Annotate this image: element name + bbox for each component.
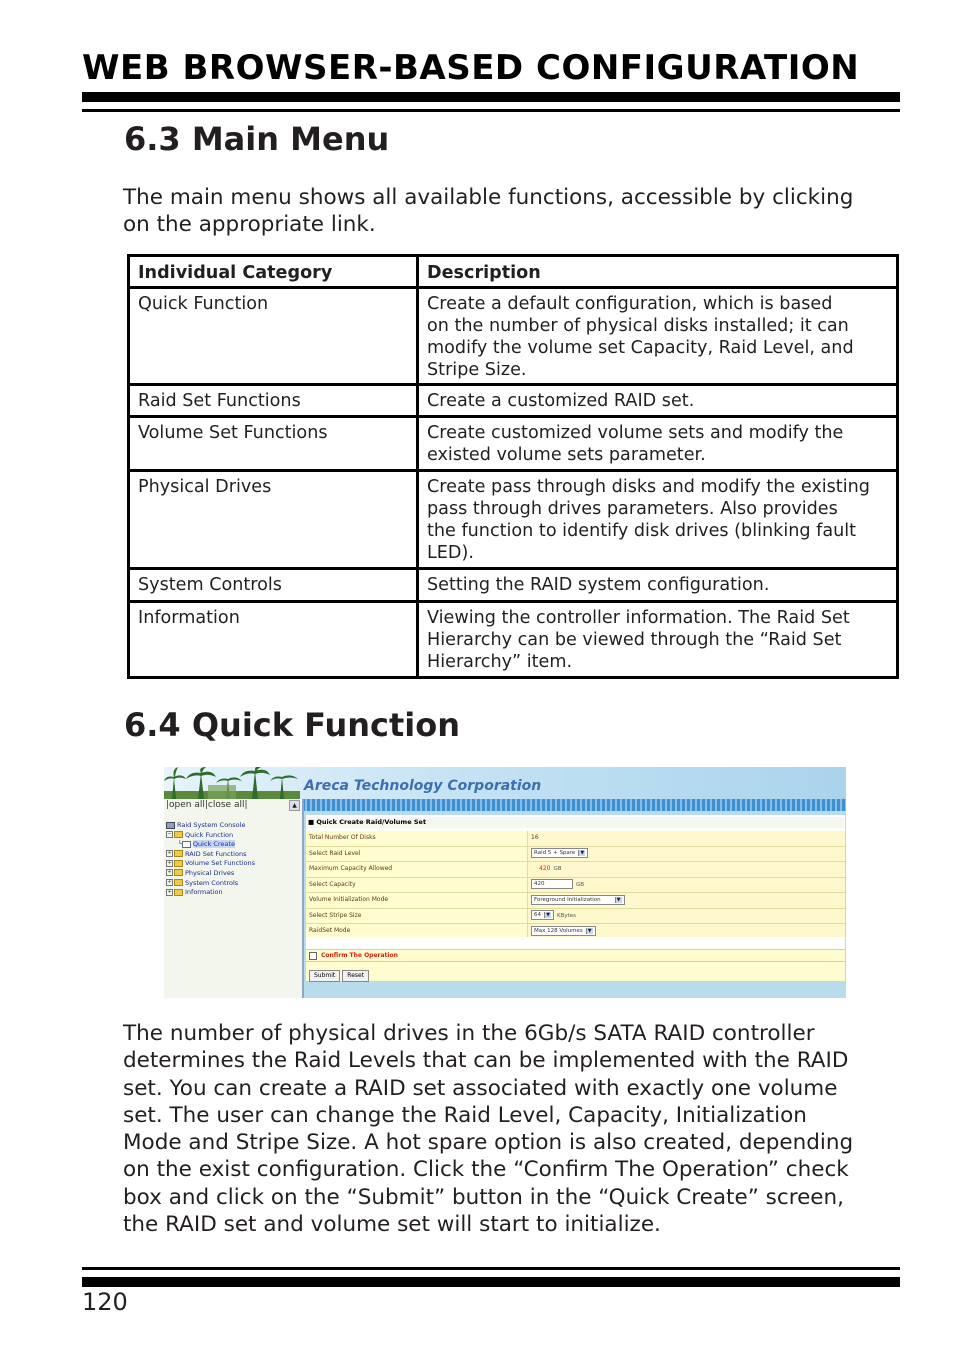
confirm-panel (306, 937, 845, 981)
select-value: 64 (534, 912, 541, 918)
form-row (306, 878, 845, 894)
init-mode-select[interactable] (531, 895, 625, 905)
body-line: set. The user can change the Raid Level, Capacity, Initialization (123, 1102, 807, 1128)
tree-label: RAID Set Functions (185, 849, 247, 858)
category-cell: Quick Function (129, 288, 418, 385)
body-line: box and click on the “Submit” button in the “Quick Create” screen, (123, 1184, 844, 1210)
description-line: pass through drives parameters. Also provides (427, 499, 838, 519)
tree-label: System Controls (185, 878, 239, 887)
tree-item-volume-set-functions[interactable] (166, 859, 255, 869)
expand-icon[interactable]: + (167, 869, 172, 876)
chevron-down-icon[interactable]: ▼ (544, 912, 551, 918)
button-row (306, 961, 845, 979)
description-cell (418, 288, 898, 385)
spacer (306, 937, 845, 949)
tree-branch-icon: └ (178, 840, 182, 849)
confirm-checkbox[interactable] (309, 952, 317, 960)
description-line: Viewing the controller information. The Raid Set (427, 608, 850, 628)
category-cell: System Controls (129, 569, 418, 602)
folder-icon (174, 889, 183, 896)
field-label: Select Capacity (306, 878, 528, 893)
description-line: Hierarchy” item. (427, 652, 573, 672)
tree-item-information[interactable] (166, 888, 255, 898)
panel-title: ■ Quick Create Raid/Volume Set (308, 817, 844, 828)
section-title-main-menu: 6.3 Main Menu (124, 120, 390, 158)
expand-icon[interactable]: + (167, 888, 172, 895)
table-header-row (129, 256, 898, 288)
tree-root[interactable] (166, 821, 255, 831)
init-mode-cell (528, 893, 845, 908)
description-cell (418, 471, 898, 569)
description-line: modify the volume set Capacity, Raid Level, and (427, 338, 854, 358)
folder-icon (174, 860, 183, 867)
unit-label: KBytes (557, 912, 577, 919)
description-cell (418, 385, 898, 417)
max-capacity-cell (528, 862, 845, 877)
folder-open-icon (174, 831, 183, 838)
main-menu-intro (123, 184, 853, 239)
folder-icon (174, 869, 183, 876)
description-line: Create a customized RAID set. (427, 391, 695, 411)
value-text: 16 (531, 834, 539, 841)
select-value: Raid 5 + Spare (534, 850, 576, 856)
footer-rule-thick (82, 1277, 900, 1287)
table-row (129, 417, 898, 471)
page-number: 120 (82, 1288, 128, 1316)
form-row (306, 831, 845, 847)
content-area (306, 811, 846, 998)
table-row (129, 569, 898, 602)
category-cell: Volume Set Functions (129, 417, 418, 471)
intro-line: The main menu shows all available functions, accessible by clicking (123, 185, 854, 210)
intro-line: on the appropriate link. (123, 212, 376, 238)
tree-label: Quick Function (185, 830, 234, 839)
description-line: Create a default configuration, which is based (427, 294, 833, 314)
description-line: LED). (427, 543, 474, 563)
column-header-description: Description (418, 256, 898, 288)
collapse-icon[interactable]: − (167, 831, 172, 838)
stripe-select[interactable] (531, 910, 554, 920)
category-cell: Information (129, 602, 418, 678)
body-line: The number of physical drives in the 6Gb/s SATA RAID controller (123, 1021, 815, 1046)
header-title: WEB BROWSER-BASED CONFIGURATION (82, 48, 860, 88)
table-row (129, 471, 898, 569)
scroll-up-icon[interactable]: ▲ (289, 800, 300, 811)
category-cell: Raid Set Functions (129, 385, 418, 417)
select-value: Foreground Initialization (534, 896, 601, 903)
form-row (306, 847, 845, 863)
description-line: existed volume sets parameter. (427, 445, 706, 465)
body-line: Mode and Stripe Size. A hot spare option is also created, depending (123, 1130, 854, 1156)
field-label: Total Number Of Disks (306, 831, 528, 846)
menu-tree (166, 821, 255, 898)
palm-trees-icon (164, 767, 300, 799)
body-line: set. You can create a RAID set associated with exactly one volume (123, 1075, 838, 1101)
category-cell: Physical Drives (129, 471, 418, 569)
table-row (129, 385, 898, 417)
tree-label: Volume Set Functions (185, 859, 256, 868)
form-row (306, 862, 845, 878)
panel-title-text: Quick Create Raid/Volume Set (316, 818, 427, 826)
tree-label: Information (185, 888, 223, 897)
unit-label: GB (576, 881, 585, 888)
console-icon (166, 822, 175, 829)
form-row (306, 909, 845, 925)
field-label: Select Raid Level (306, 847, 528, 862)
chevron-down-icon[interactable]: ▼ (578, 850, 585, 856)
folder-icon (174, 879, 183, 886)
main-menu-table (127, 254, 899, 679)
max-capacity-value: 420 (539, 865, 551, 872)
page-icon (182, 841, 191, 848)
table-row (129, 288, 898, 385)
description-line: Hierarchy can be viewed through the “Raid Set (427, 630, 842, 650)
tree-label: Raid System Console (177, 821, 246, 829)
select-value: Max 128 Volumes (534, 927, 583, 934)
submit-button[interactable]: Submit (309, 970, 340, 982)
field-label: RaidSet Mode (306, 924, 528, 939)
quick-function-body (123, 1020, 853, 1238)
tree-item-system-controls[interactable] (166, 879, 255, 889)
confirm-label: Confirm The Operation (321, 952, 398, 959)
expand-icon[interactable]: + (167, 879, 172, 886)
table-row (129, 602, 898, 678)
tree-item-physical-drives[interactable] (166, 869, 255, 879)
expand-icon[interactable]: + (167, 850, 172, 857)
raid-level-cell (528, 847, 845, 862)
field-label: Maximum Capacity Allowed (306, 862, 528, 877)
raid-level-select[interactable] (531, 848, 588, 858)
description-cell (418, 602, 898, 678)
capacity-input[interactable] (531, 879, 573, 889)
field-label: Volume Initialization Mode (306, 893, 528, 908)
form-grid (306, 831, 845, 940)
reset-button[interactable]: Reset (342, 970, 369, 982)
input-value: 420 (534, 881, 545, 887)
folder-icon (174, 850, 183, 857)
banner-stripe (302, 799, 846, 811)
navigation-sidebar (164, 799, 304, 998)
brand-title: Areca Technology Corporation (304, 778, 542, 794)
tree-label: Quick Create (192, 840, 235, 849)
body-line: determines the Raid Levels that can be implemented with the RAID (123, 1048, 849, 1074)
total-disks-value (528, 831, 845, 846)
stripe-cell (528, 909, 845, 924)
section-title-quick-function: 6.4 Quick Function (124, 706, 460, 744)
tree-item-quick-create[interactable] (166, 840, 255, 850)
footer-rule-thin (82, 1267, 900, 1270)
description-line: the function to identify disk drives (blinking fault (427, 521, 857, 541)
expand-icon[interactable]: + (167, 859, 172, 866)
capacity-cell (528, 878, 845, 893)
form-row (306, 893, 845, 909)
tree-item-quick-function[interactable] (166, 831, 255, 841)
description-cell (418, 569, 898, 602)
field-label: Select Stripe Size (306, 909, 528, 924)
description-line: on the number of physical disks installed; it can (427, 316, 849, 336)
confirm-row (306, 949, 845, 961)
unit-label: GB (553, 866, 562, 872)
body-line: the RAID set and volume set will start to initialize. (123, 1212, 661, 1238)
open-close-all-links[interactable]: |open all|close all| (166, 800, 248, 810)
chevron-down-icon[interactable]: ▼ (586, 928, 593, 934)
description-line: Create pass through disks and modify the existing (427, 477, 870, 497)
header-rule-thick (82, 92, 900, 102)
description-line: Create customized volume sets and modify the (427, 423, 844, 443)
description-line: Setting the RAID system configuration. (427, 575, 770, 595)
description-cell (418, 417, 898, 471)
chevron-down-icon[interactable]: ▼ (615, 897, 622, 903)
body-line: on the exist configuration. Click the “Confirm The Operation” check (123, 1157, 849, 1183)
tree-label: Physical Drives (185, 868, 235, 877)
quick-create-screenshot (164, 767, 846, 998)
column-header-category: Individual Category (129, 256, 418, 288)
raidset-mode-select[interactable] (531, 926, 596, 936)
tree-item-raid-set-functions[interactable] (166, 850, 255, 860)
header-rule-thin (82, 109, 900, 112)
description-line: Stripe Size. (427, 360, 527, 380)
